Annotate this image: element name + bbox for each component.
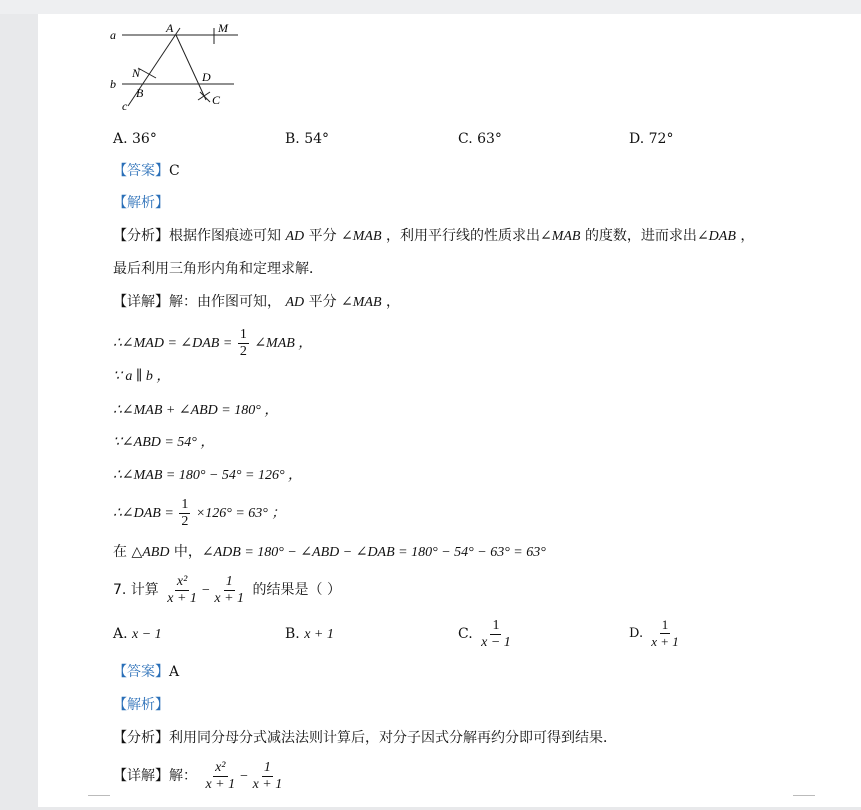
step-1-right: ∠MAB ， xyxy=(254,336,313,351)
q7-option-b xyxy=(285,624,334,645)
detail-label: 【详解】 xyxy=(113,768,169,784)
frac-num: x² xyxy=(215,759,226,775)
step-1 xyxy=(113,324,312,364)
q7-frac2 xyxy=(212,574,246,607)
frac-den: x + 1 xyxy=(205,776,236,792)
option-label: B. xyxy=(285,626,300,642)
frac-den: 2 xyxy=(239,344,247,360)
q7-explain-line xyxy=(113,695,169,715)
detail-text: 平分 xyxy=(308,294,337,310)
option-label: C. xyxy=(458,626,473,642)
q6-option-b: B. 54° xyxy=(285,131,330,147)
detail-text: 解： xyxy=(169,768,197,784)
tri-equation: ∠ADB = 180° − ∠ABD − ∠DAB = 180° − 54° − 63° = 63° xyxy=(201,545,546,560)
step-6 xyxy=(113,494,285,534)
label-b: b xyxy=(110,77,116,91)
analysis-text: ， xyxy=(740,228,755,244)
label-B: B xyxy=(136,86,144,100)
frac-num: 1 xyxy=(225,573,233,589)
q7-detail-line xyxy=(113,756,286,796)
frac-num: 1 xyxy=(239,327,247,343)
frac-den: x + 1 xyxy=(167,590,197,606)
minus-sign: − xyxy=(200,583,211,598)
detail-label: 【详解】 xyxy=(113,294,169,310)
answer-label: 【答案】 xyxy=(113,664,169,680)
step-7 xyxy=(113,542,546,563)
frac-num: 1 xyxy=(661,617,669,632)
label-A: A xyxy=(166,21,174,35)
step-6-right: ×126° = 63° ； xyxy=(195,506,286,521)
math-mab: ∠MAB xyxy=(539,229,581,244)
q7-answer: A xyxy=(169,664,180,680)
option-fraction xyxy=(479,618,513,651)
label-c: c xyxy=(122,99,128,113)
q7-option-a xyxy=(113,624,162,645)
analysis-text: 平分 xyxy=(308,228,337,244)
analysis-text: 的度数，进而求出 xyxy=(584,228,697,244)
frac-den: x − 1 xyxy=(481,634,511,650)
math-ad: AD xyxy=(285,229,305,244)
option-value: x + 1 xyxy=(304,627,334,642)
detail-text: ， xyxy=(385,294,400,310)
geometry-figure xyxy=(110,20,240,114)
q7-option-d xyxy=(629,614,683,654)
detail-text: 解：由作图可知， xyxy=(169,294,281,310)
q6-explain-line xyxy=(113,193,169,213)
analysis-text: 根据作图痕迹可知 xyxy=(169,228,281,244)
document-page xyxy=(38,14,861,807)
q7-answer-line xyxy=(113,662,179,682)
option-label: A. xyxy=(113,626,128,642)
label-a: a xyxy=(110,28,116,42)
option-fraction xyxy=(649,617,681,650)
segment-AC xyxy=(176,35,206,100)
q7-frac1 xyxy=(203,760,237,793)
q7-frac2 xyxy=(251,760,285,793)
frac-den: x + 1 xyxy=(252,776,283,792)
explain-label: 【解析】 xyxy=(113,195,169,211)
page-corner-mark-right xyxy=(793,795,815,810)
fraction-half xyxy=(238,327,249,360)
tri-name: △ABD xyxy=(131,545,170,560)
math-mab: ∠MAB xyxy=(341,295,382,310)
q7-option-c xyxy=(458,614,515,654)
frac-den: 2 xyxy=(181,514,189,530)
q6-option-a: A. 36° xyxy=(113,131,157,147)
q6-analysis-line2: 最后利用三角形内角和定理求解． xyxy=(113,261,323,277)
page-corner-mark-left xyxy=(88,795,110,810)
answer-label: 【答案】 xyxy=(113,163,169,179)
step-1-left: ∴∠MAD = ∠DAB = xyxy=(113,336,233,351)
label-C: C xyxy=(212,93,221,107)
frac-den: x + 1 xyxy=(651,634,679,649)
math-ad: AD xyxy=(285,295,305,310)
frac-num: 1 xyxy=(181,497,189,513)
explain-label: 【解析】 xyxy=(113,697,169,713)
q6-detail-line xyxy=(113,292,400,313)
minus-sign: − xyxy=(239,769,249,784)
analysis-label: 【分析】 xyxy=(113,730,169,746)
frac-num: 1 xyxy=(492,617,500,633)
step-4: ∵∠ABD = 54° ， xyxy=(113,435,215,450)
step-6-left: ∴∠DAB = xyxy=(113,506,174,521)
frac-den: x + 1 xyxy=(214,590,245,606)
step-3: ∴∠MAB + ∠ABD = 180° ， xyxy=(113,403,279,418)
q7-question xyxy=(113,570,341,610)
q6-analysis-line1 xyxy=(113,226,754,247)
label-D: D xyxy=(202,70,211,84)
analysis-text: ，利用平行线的性质求出 xyxy=(385,228,540,244)
q6-option-d: D. 72° xyxy=(629,131,674,147)
top-toolbar-strip xyxy=(0,0,861,14)
step-2: ∵ a ∥ b ， xyxy=(113,369,171,384)
tri-mid: 中， xyxy=(173,544,202,560)
q7-suffix: 的结果是（ ） xyxy=(252,582,341,598)
math-dab: ∠DAB xyxy=(696,229,736,244)
option-label: D. xyxy=(629,626,644,641)
label-N: N xyxy=(132,66,141,80)
arc-N xyxy=(138,68,156,78)
q6-option-c: C. 63° xyxy=(458,131,502,147)
q7-prefix: 7. 计算 xyxy=(113,582,159,598)
tri-prefix: 在 xyxy=(113,544,127,560)
frac-num: x² xyxy=(176,573,188,589)
label-M: M xyxy=(218,21,228,35)
q6-answer: C xyxy=(169,163,180,179)
option-value: x − 1 xyxy=(132,627,162,642)
step-5: ∴∠MAB = 180° − 54° = 126° ， xyxy=(113,468,303,483)
analysis-label: 【分析】 xyxy=(113,228,169,244)
q7-frac1 xyxy=(165,574,199,607)
math-mab: ∠MAB xyxy=(341,229,382,244)
frac-num: 1 xyxy=(263,759,271,775)
q6-answer-line xyxy=(113,161,180,181)
fraction-half xyxy=(179,497,190,530)
analysis-text: 利用同分母分式减法法则计算后，对分子因式分解再约分即可得到结果． xyxy=(169,730,617,746)
q7-analysis-line xyxy=(113,728,617,748)
